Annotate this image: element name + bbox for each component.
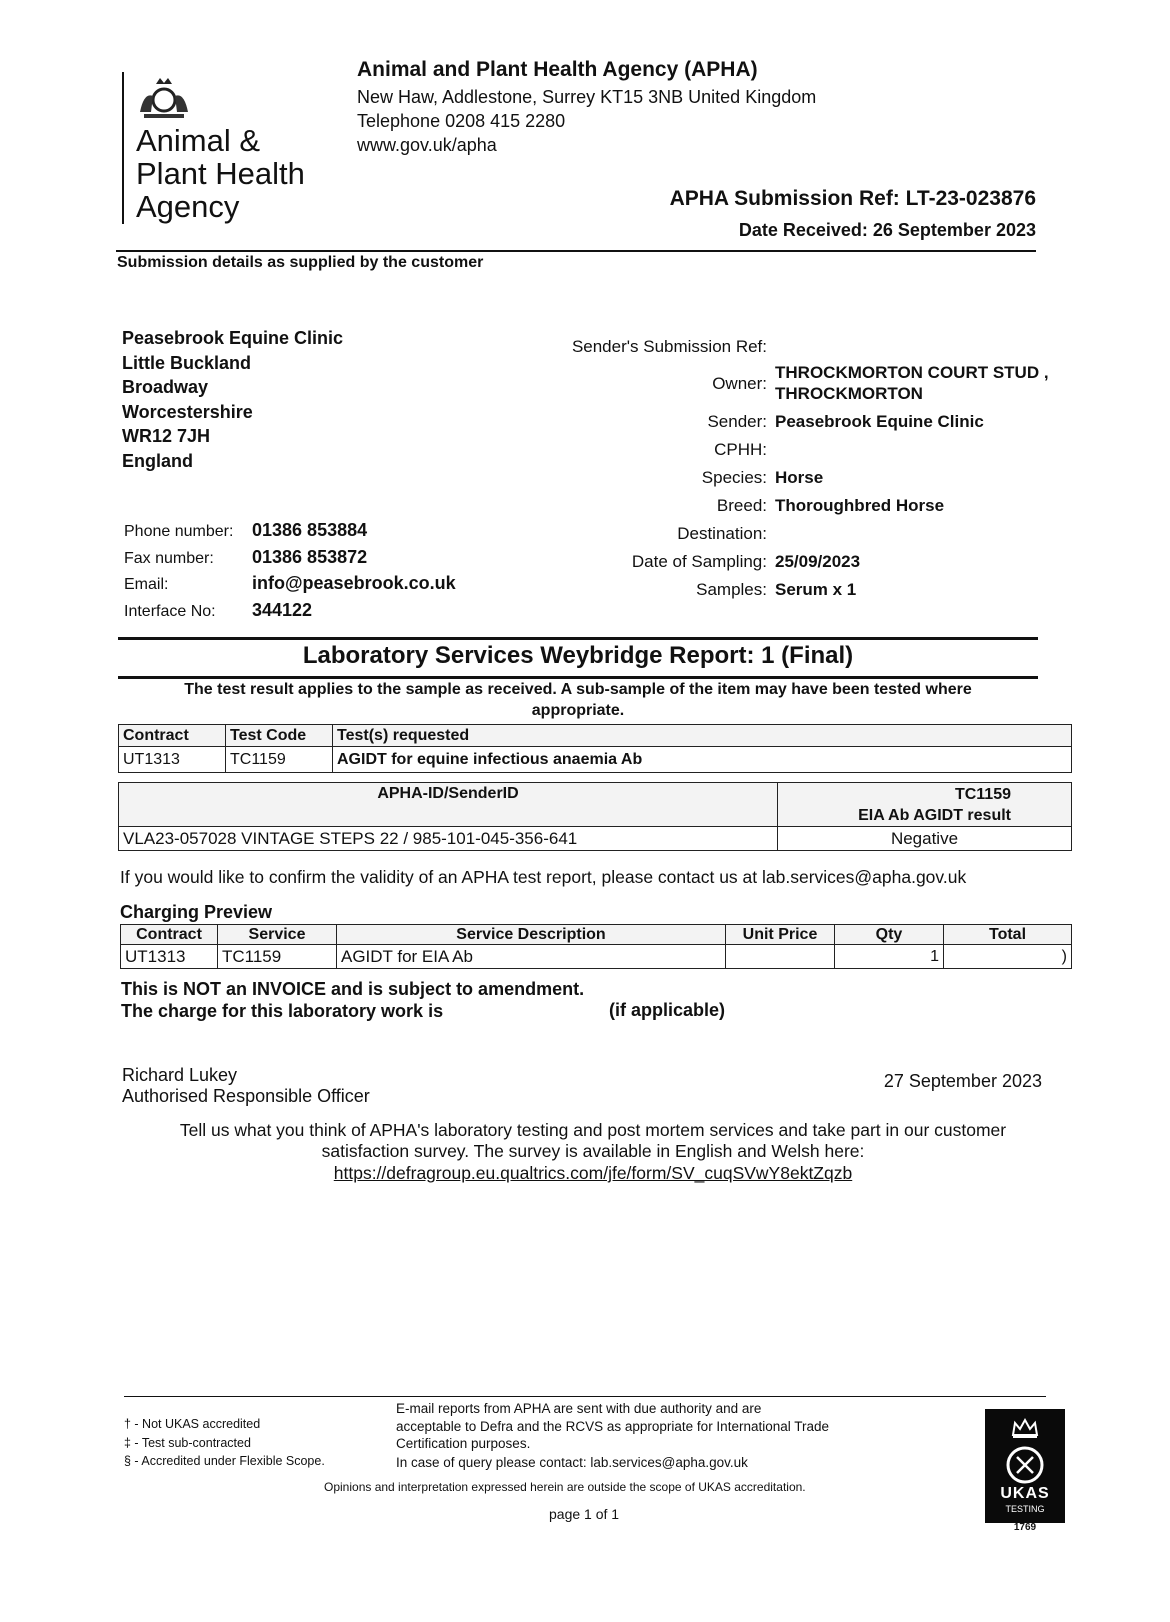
col-unit-price: Unit Price [726, 925, 835, 945]
officer-name: Richard Lukey [122, 1065, 238, 1085]
crown-icon [1010, 1417, 1040, 1439]
cell-test-requested: AGIDT for equine infectious anaemia Ab [333, 747, 1072, 773]
field-value-date-of-sampling: 25/09/2023 [775, 552, 861, 571]
ukas-emblem-icon [1005, 1445, 1045, 1485]
cell-test-code: TC1159 [226, 747, 333, 773]
ukas-sub: TESTING [1005, 1504, 1045, 1514]
contact-email: Email: info@peasebrook.co.uk [124, 573, 456, 593]
col-qty: Qty [835, 925, 944, 945]
charging-title: Charging Preview [120, 902, 273, 922]
ukas-badge [985, 1409, 1065, 1523]
col-service-description: Service Description [337, 925, 726, 945]
table-row [119, 827, 1072, 851]
field-label-samples: Samples: [696, 580, 767, 599]
col-contract: Contract [121, 925, 218, 945]
field-value-breed: Thoroughbred Horse [775, 496, 945, 515]
results-table-header [119, 783, 1072, 827]
cell-service: TC1159 [218, 945, 337, 969]
submission-ref: APHA Submission Ref: LT-23-023876 [669, 187, 1036, 210]
report-note: The test result applies to the sample as received. A sub-sample of the item may have been tested where appropriate. [184, 681, 972, 719]
contact-interface-no: Interface No: 344122 [124, 599, 313, 620]
field-label-destination: Destination: [677, 524, 767, 543]
signoff-date: 27 September 2023 [883, 1071, 1042, 1091]
survey-line-1: Tell us what you think of APHA's laboratory testing and post mortem services and take part in our customer [179, 1120, 1007, 1140]
submission-section-note: Submission details as supplied by the customer [117, 254, 484, 271]
cell-contract: UT1313 [121, 945, 218, 969]
footer-divider [124, 1396, 1046, 1397]
footer-query: In case of query please contact: lab.services@apha.gov.uk [396, 1455, 748, 1470]
if-applicable: (if applicable) [609, 1000, 726, 1020]
col-contract: Contract [119, 725, 226, 747]
contact-fax: Fax number: 01386 853872 [124, 546, 368, 567]
survey-link[interactable]: https://defragroup.eu.qualtrics.com/jfe/form/SV_cuqSVwY8ektZqzb [333, 1163, 853, 1183]
col-service: Service [218, 925, 337, 945]
col-apha-id: APHA-ID/SenderID [119, 783, 778, 827]
col-tests-requested: Test(s) requested [333, 725, 1072, 747]
charging-table [120, 924, 1072, 969]
footer-legend: † - Not UKAS accredited ‡ - Test sub-contracted § - Accredited under Flexible Scope. [124, 1417, 325, 1468]
tests-table [118, 724, 1072, 773]
cell-contract: UT1313 [119, 747, 226, 773]
agency-logo-text: Animal & Plant Health Agency [136, 123, 305, 224]
footer-opinions: Opinions and interpretation expressed herein are outside the scope of UKAS accreditation. [324, 1480, 806, 1494]
royal-crest-icon [134, 72, 194, 122]
charging-table-header [121, 925, 1072, 945]
cell-apha-id: VLA23-057028 VINTAGE STEPS 22 / 985-101-045-356-641 [119, 827, 778, 851]
date-received: Date Received: 26 September 2023 [738, 220, 1036, 240]
customer-contacts [124, 518, 456, 624]
page-number: page 1 of 1 [549, 1506, 620, 1522]
field-label-sender-ref: Sender's Submission Ref: [571, 337, 767, 356]
org-website: www.gov.uk/apha [357, 135, 497, 155]
footer-email-note: E-mail reports from APHA are sent with due authority and are acceptable to Defra and the RCVS as appropriate for International Trade Certification purposes. [396, 1401, 830, 1451]
field-value-species: Horse [775, 468, 824, 487]
ukas-name: UKAS [1000, 1485, 1050, 1502]
survey-line-2: satisfaction survey. The survey is available in English and Welsh here: [321, 1141, 865, 1161]
result-test-code: TC1159 [954, 785, 1011, 803]
field-label-date-of-sampling: Date of Sampling: [631, 552, 767, 571]
report-title: Laboratory Services Weybridge Report: 1 (Final) [302, 642, 854, 669]
field-label-cphh: CPHH: [714, 440, 767, 459]
col-test-code: Test Code [226, 725, 333, 747]
header-divider [116, 250, 1036, 252]
cell-total: ) [944, 945, 1072, 969]
officer-role: Authorised Responsible Officer [122, 1086, 370, 1106]
col-result [778, 783, 1072, 827]
ukas-number: 1769 [1013, 1522, 1037, 1533]
field-label-species: Species: [701, 468, 767, 487]
cell-result: Negative [778, 827, 1072, 851]
logo-divider-line [122, 72, 124, 224]
tests-table-header [119, 725, 1072, 747]
validity-note: If you would like to confirm the validity of an APHA test report, please contact us at lab.services@apha.gov.uk [120, 867, 967, 887]
field-label-breed: Breed: [716, 496, 767, 515]
cell-unit-price [726, 945, 835, 969]
field-label-sender: Sender: [707, 412, 767, 431]
field-value-owner: THROCKMORTON COURT STUD , THROCKMORTON [775, 363, 1049, 403]
report-divider-top [118, 637, 1038, 640]
contact-phone: Phone number: 01386 853884 [124, 520, 368, 540]
cell-qty: 1 [835, 945, 944, 969]
table-row [121, 945, 1072, 969]
field-value-samples: Serum x 1 [775, 580, 857, 599]
field-value-sender: Peasebrook Equine Clinic [775, 412, 984, 431]
result-test-name: EIA Ab AGIDT result [858, 806, 1011, 824]
col-total: Total [944, 925, 1072, 945]
org-telephone: Telephone 0208 415 2280 [357, 111, 566, 131]
field-label-owner: Owner: [712, 374, 767, 393]
table-row [119, 747, 1072, 773]
cell-service-description: AGIDT for EIA Ab [337, 945, 726, 969]
org-name: Animal and Plant Health Agency (APHA) [357, 58, 758, 81]
not-invoice-note: This is NOT an INVOICE and is subject to amendment. [121, 979, 585, 999]
charge-line: The charge for this laboratory work is [121, 1001, 444, 1021]
org-address: New Haw, Addlestone, Surrey KT15 3NB United Kingdom [357, 87, 817, 107]
results-table [118, 782, 1072, 851]
customer-address: Peasebrook Equine Clinic Little Buckland Broadway Worcestershire WR12 7JH England [122, 328, 344, 471]
